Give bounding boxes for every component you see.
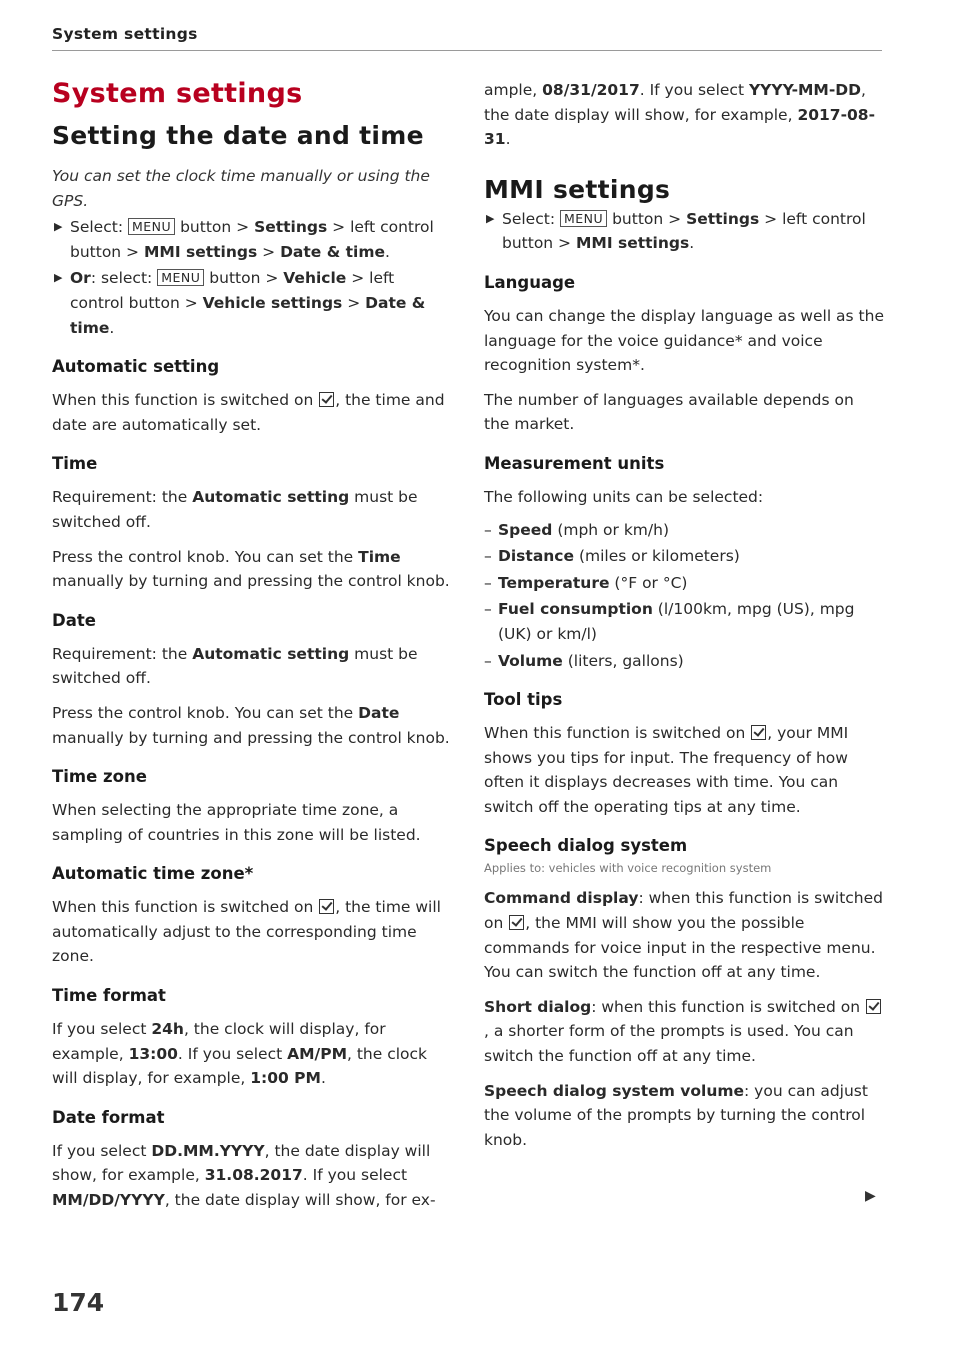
menu-button-label: MENU	[157, 269, 204, 286]
instruction-select: ▶ Select: MENU button > Settings > left control button > MMI settings > Date & time.	[54, 218, 434, 261]
heading-speech-dialog: Speech dialog system	[484, 836, 688, 856]
paragraph-time-format: If you select 24h, the clock will display, for example, 13:00. If you select AM/PM, the clock will display, for example, 1:00 PM.	[52, 1020, 428, 1088]
menu-button-label: MENU	[128, 218, 175, 235]
heading-tool-tips: Tool tips	[484, 690, 563, 710]
right-column	[484, 78, 884, 1152]
continue-arrow-icon: ▶	[865, 1188, 876, 1204]
paragraph-time-knob: Press the control knob. You can set the Time manually by turning and pressing the control knob.	[52, 547, 450, 591]
heading-time: Time	[52, 454, 98, 474]
paragraph-date-format: If you select DD.MM.YYYY, the date display will show, for example, 31.08.2017. If you select MM/DD/YYYY, the date display will show, for ex-	[52, 1141, 436, 1210]
instruction-mmi-select: ▶ Select: MENU button > Settings > left control button > MMI settings.	[486, 209, 866, 253]
list-item: – Volume (liters, gallons)	[484, 651, 684, 670]
instruction-or: ▶ Or: select: MENU button > Vehicle > left control button > Vehicle settings > Date & time.	[54, 269, 426, 337]
list-item: – Fuel consumption (l/100km, mpg (US), mpg (UK) or km/l)	[484, 600, 855, 643]
heading-date-format: Date format	[52, 1107, 165, 1127]
menu-button-label: MENU	[560, 210, 607, 227]
paragraph-short-dialog: Short dialog: when this function is switched on , a shorter form of the prompts is used. You can switch the function off at any time.	[484, 995, 884, 1069]
left-column	[52, 78, 450, 1213]
list-item: – Temperature (°F or °C)	[484, 573, 688, 592]
heading-language: Language	[484, 272, 576, 292]
heading-automatic-time-zone: Automatic time zone*	[52, 864, 254, 884]
running-header: System settings	[52, 25, 198, 43]
heading-measurement-units: Measurement units	[484, 453, 665, 473]
units-list	[484, 518, 884, 674]
chapter-title: System settings	[52, 78, 303, 109]
list-item: – Distance (miles or kilometers)	[484, 547, 740, 566]
header-rule	[52, 50, 882, 51]
paragraph-language-market: The number of languages available depends on the market.	[484, 390, 854, 434]
paragraph-language: You can change the display language as well as the language for the voice guidance* and voice recognition system*.	[484, 306, 884, 375]
checkbox-checked-icon	[509, 915, 524, 930]
paragraph-speech-volume: Speech dialog system volume: you can adjust the volume of the prompts by turning the control knob.	[484, 1081, 868, 1149]
page-number: 174	[52, 1288, 105, 1317]
paragraph-date-knob: Press the control knob. You can set the Date manually by turning and pressing the control knob.	[52, 703, 450, 747]
heading-automatic-setting: Automatic setting	[52, 357, 220, 377]
checkbox-checked-icon	[319, 899, 334, 914]
heading-time-zone: Time zone	[52, 767, 147, 787]
paragraph-automatic-setting: When this function is switched on , the time and date are automatically set.	[52, 391, 445, 434]
checkbox-checked-icon	[751, 725, 766, 740]
paragraph-time-zone: When selecting the appropriate time zone, a sampling of countries in this zone will be listed.	[52, 801, 421, 844]
applies-to-note: Applies to: vehicles with voice recognition system	[484, 861, 772, 876]
heading-date: Date	[52, 610, 96, 630]
paragraph-date-format-continued: ample, 08/31/2017. If you select YYYY-MM-DD, the date display will show, for example, 2017-08-31.	[484, 81, 876, 149]
section-title-date-time: Setting the date and time	[52, 121, 424, 150]
heading-time-format: Time format	[52, 986, 166, 1006]
paragraph-command-display: Command display: when this function is switched on , the MMI will show you the possible commands for voice input in the respective menu. You can switch the function off at any time.	[484, 889, 884, 982]
paragraph-time-requirement: Requirement: the Automatic setting must be switched off.	[52, 488, 418, 531]
paragraph-date-requirement: Requirement: the Automatic setting must be switched off.	[52, 644, 418, 688]
paragraph-units-intro: The following units can be selected:	[484, 487, 764, 506]
checkbox-checked-icon	[866, 999, 881, 1014]
section-title-mmi-settings: MMI settings	[484, 174, 671, 204]
paragraph-automatic-time-zone: When this function is switched on , the time will automatically adjust to the corresponding time zone.	[52, 898, 441, 966]
list-item: – Speed (mph or km/h)	[484, 520, 670, 539]
checkbox-checked-icon	[319, 392, 334, 407]
paragraph-tool-tips: When this function is switched on , your MMI shows you tips for input. The frequency of how often it displays decreases with time. You can switch off the operating tips at any time.	[484, 724, 849, 816]
section-intro: You can set the clock time manually or using the GPS.	[52, 167, 430, 210]
